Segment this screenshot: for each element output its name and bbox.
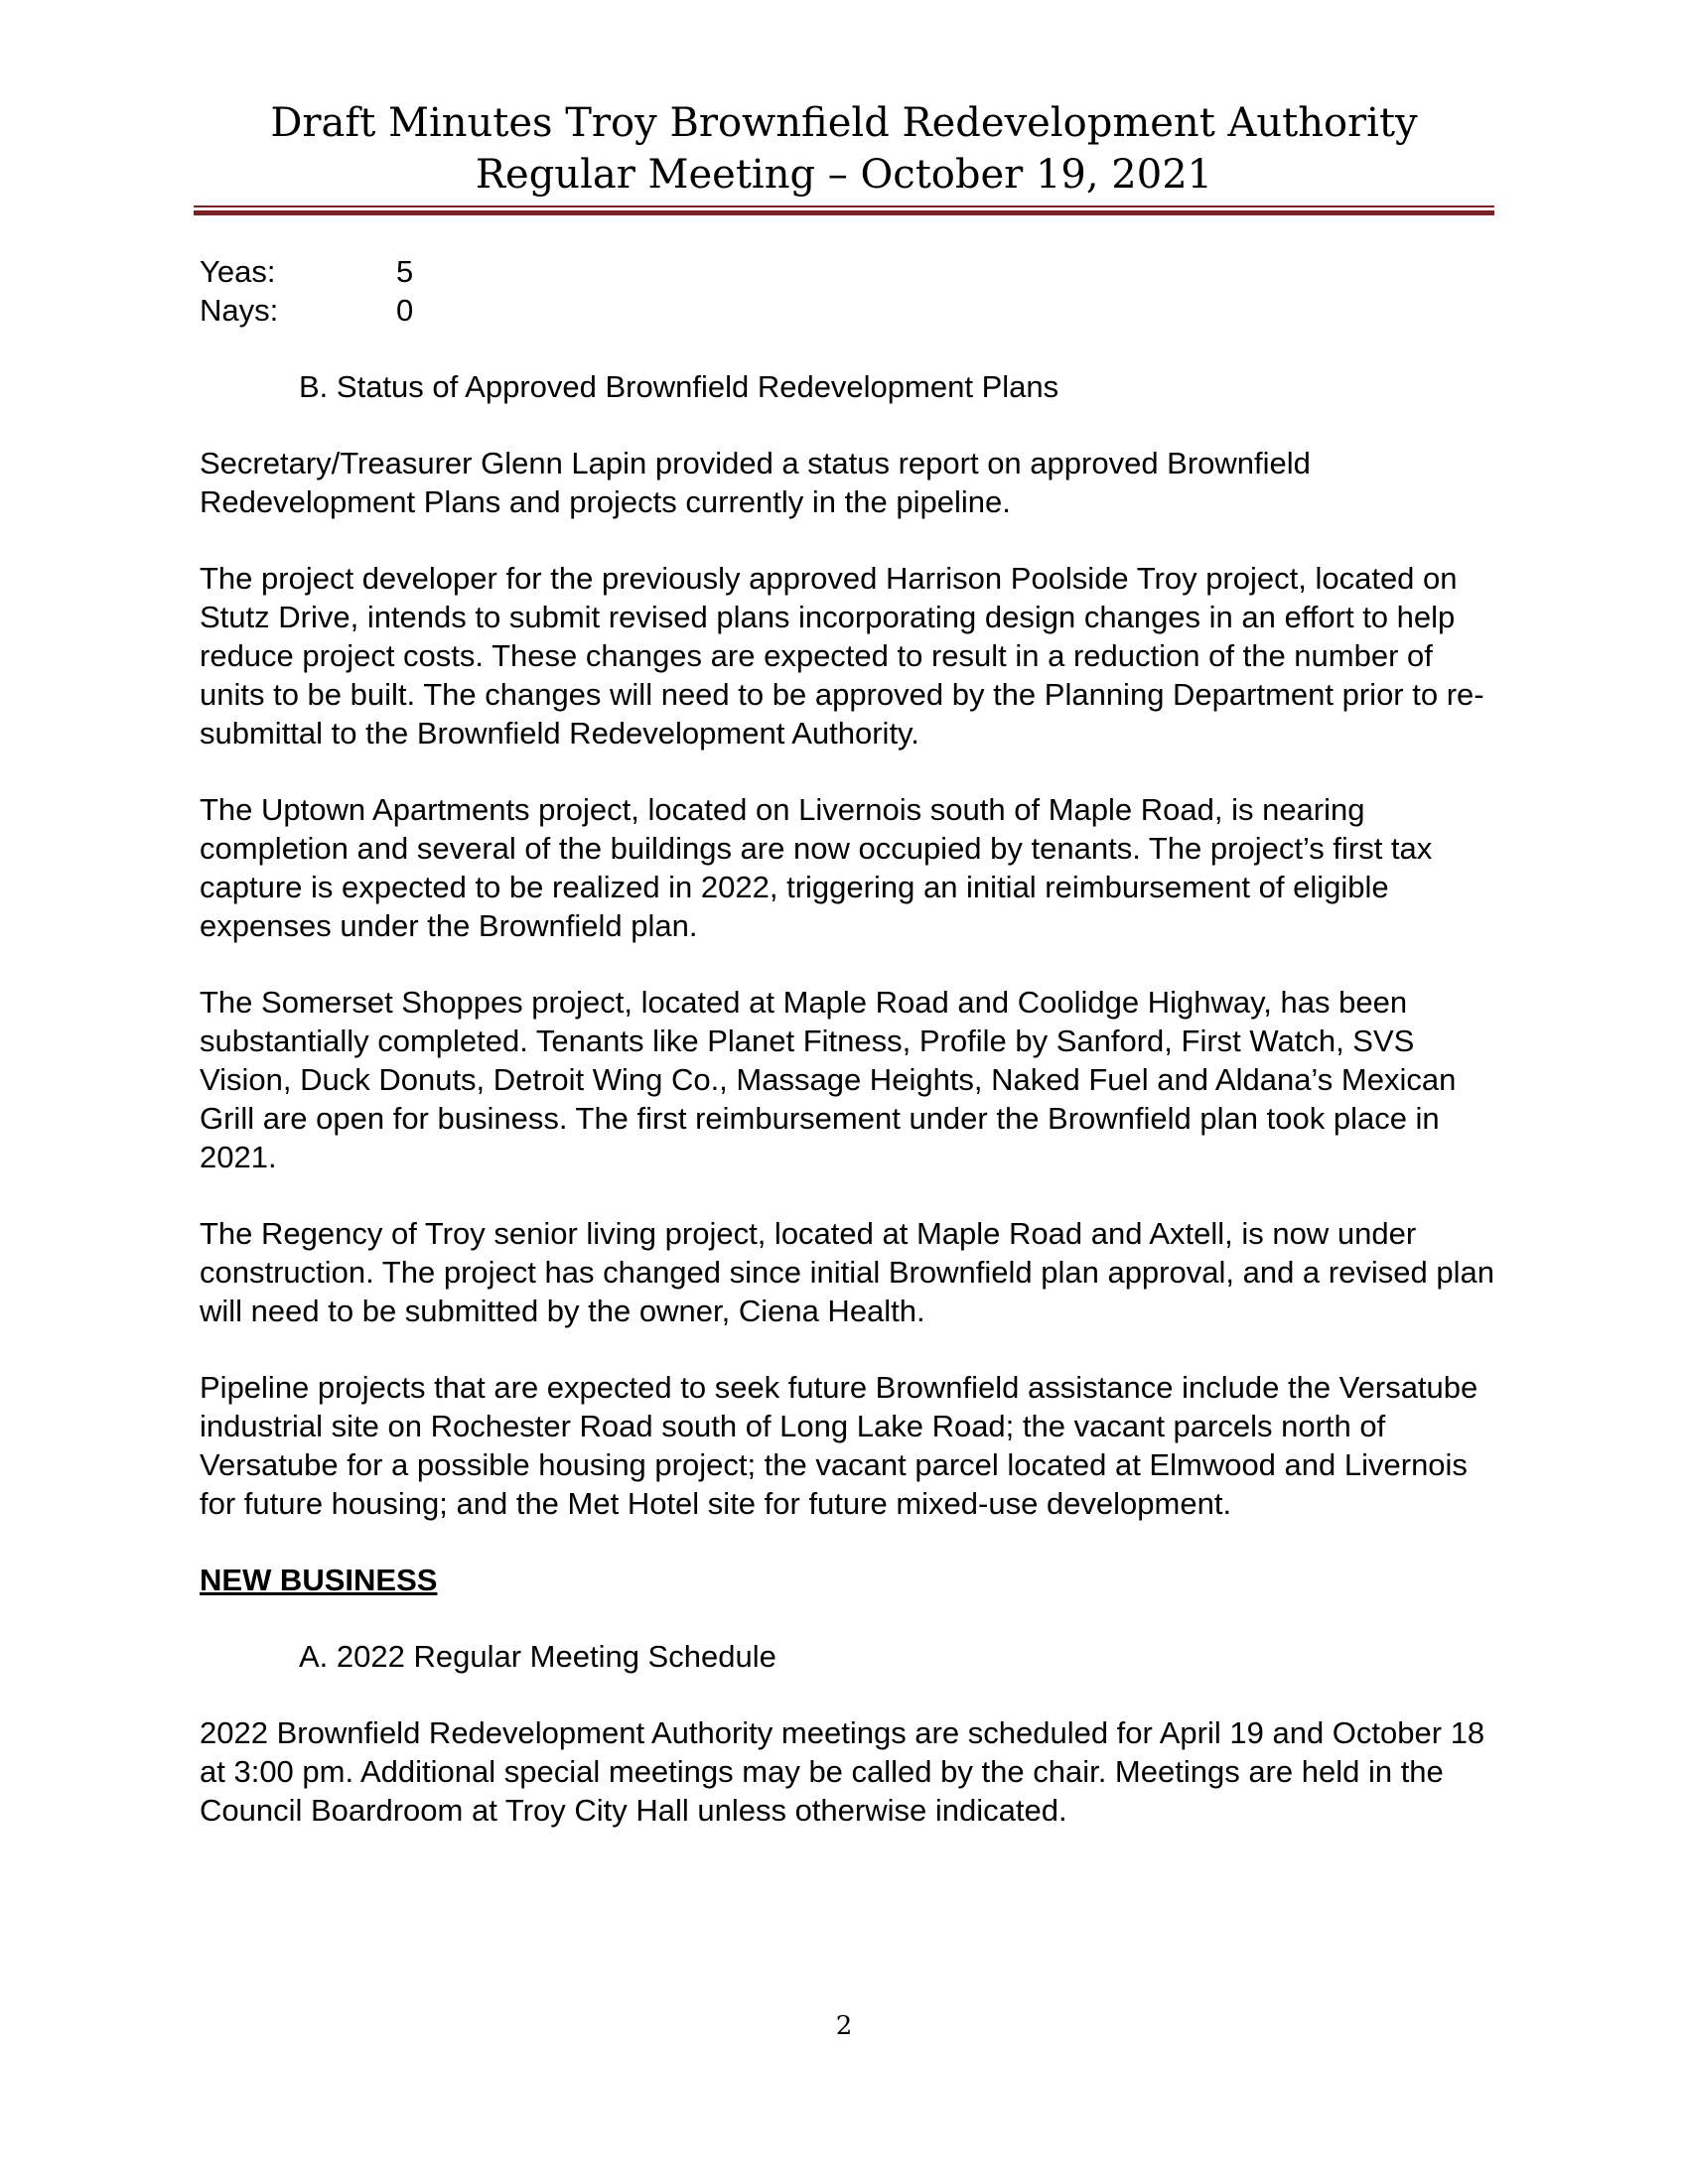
vote-count: 5 — [396, 254, 414, 289]
paragraph-harrison-poolside: The project developer for the previously approved Harrison Poolside Troy project, located on Stutz Drive, intends to submit revised plans incorporating design changes in an effort to help reduce project costs. These changes are expected to result in a reduction of the number of units to be built. The changes will need to be approved by the Planning Department prior to re-submittal to the Brownfield Redevelopment Authority. — [200, 561, 1484, 751]
header-rule-thick — [194, 210, 1494, 215]
spacer — [200, 1176, 1500, 1214]
new-business-subheading: A. 2022 Regular Meeting Schedule — [299, 1639, 776, 1674]
vote-row-nays — [200, 291, 1500, 330]
document-header — [194, 97, 1494, 201]
spacer — [200, 1330, 1500, 1368]
paragraph-pipeline-projects: Pipeline projects that are expected to seek future Brownfield assistance include the Versatube industrial site on Rochester Road south of Long Lake Road; the vacant parcels north of Versatube for a possible housing project; the vacant parcel located at Elmwood and Livernois for future housing; and the Met Hotel site for future mixed-use development. — [200, 1370, 1478, 1521]
spacer — [200, 1676, 1500, 1713]
document-body — [200, 252, 1500, 1830]
vote-label: Nays: — [200, 293, 279, 328]
spacer — [200, 945, 1500, 983]
paragraph-somerset-shoppes: The Somerset Shoppes project, located at Maple Road and Coolidge Highway, has been substantially completed. Tenants like Planet Fitness, Profile by Sanford, First Watch, SVS Vision, Duck Donuts, Detroit Wing Co., Massage Heights, Naked Fuel and Aldana’s Mexican Grill are open for business. The first reimbursement under the Brownfield plan took place in 2021. — [200, 985, 1457, 1174]
paragraph-regency-of-troy: The Regency of Troy senior living project, located at Maple Road and Axtell, is now under construction. The project has changed since initial Brownfield plan approval, and a revised plan will need to be submitted by the owner, Ciena Health. — [200, 1216, 1494, 1328]
spacer — [200, 406, 1500, 444]
spacer — [200, 330, 1500, 367]
paragraph-uptown-apartments: The Uptown Apartments project, located on Livernois south of Maple Road, is nearing completion and several of the buildings are now occupied by tenants. The project’s first tax capture is expected to be realized in 2022, triggering an initial reimbursement of eligible expenses under the Brownfield plan. — [200, 792, 1433, 943]
vote-row-yeas — [200, 252, 1500, 291]
spacer — [200, 1523, 1500, 1561]
subsection-b-heading: B. Status of Approved Brownfield Redevelopment Plans — [299, 369, 1059, 404]
header-title-line-1: Draft Minutes Troy Brownfield Redevelopment Authority — [270, 100, 1418, 146]
spacer — [200, 752, 1500, 790]
vote-label: Yeas: — [200, 254, 276, 289]
header-title-line-2: Regular Meeting – October 19, 2021 — [475, 152, 1213, 198]
new-business-heading: NEW BUSINESS — [200, 1563, 438, 1597]
spacer — [200, 521, 1500, 559]
paragraph-meeting-schedule: 2022 Brownfield Redevelopment Authority meetings are scheduled for April 19 and October 18 at 3:00 pm. Additional special meetings may be called by the chair. Meetings are held in the Council Boardroom at Troy City Hall unless otherwise indicated. — [200, 1715, 1485, 1828]
spacer — [200, 1599, 1500, 1637]
vote-count: 0 — [396, 293, 414, 328]
header-rule-thin — [194, 205, 1494, 207]
page-number: 2 — [835, 2011, 853, 2041]
paragraph-status-report: Secretary/Treasurer Glenn Lapin provided a status report on approved Brownfield Redevelopment Plans and projects currently in the pipeline. — [200, 446, 1311, 519]
